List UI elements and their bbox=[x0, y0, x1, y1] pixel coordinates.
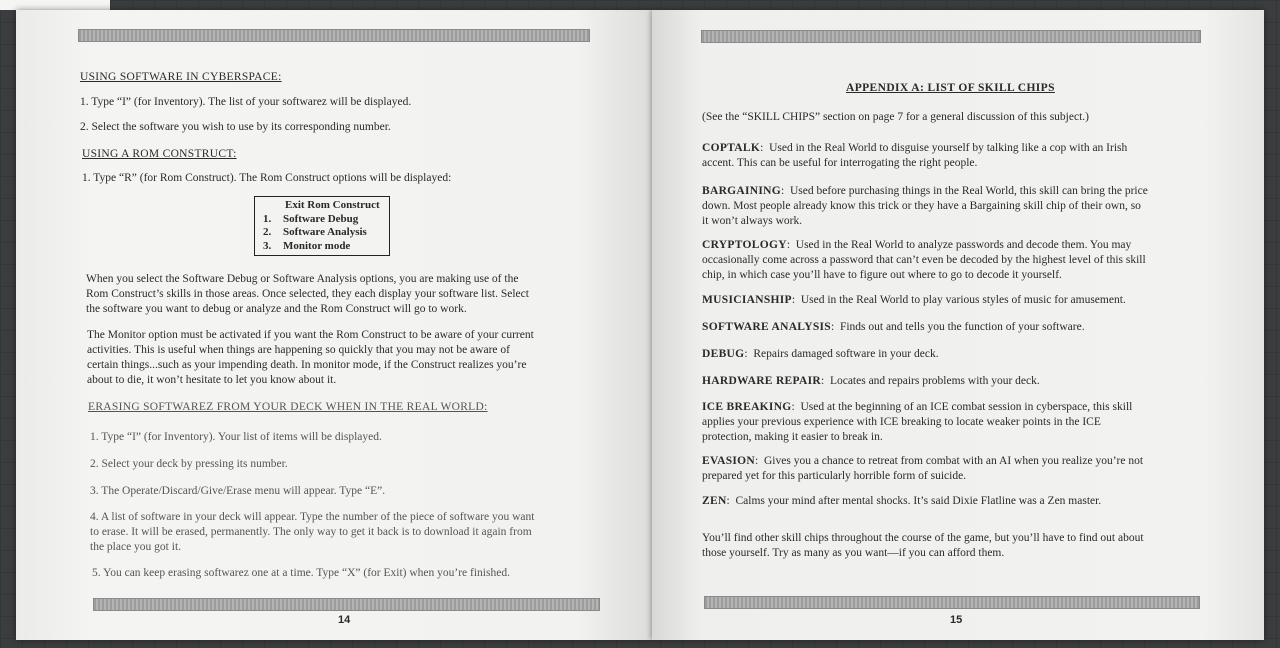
menu-item-number: 1. bbox=[263, 212, 272, 225]
skill-description-line: Finds out and tells you the function of your software. bbox=[839, 321, 1085, 333]
monitor-paragraph-line: The Monitor option must be activated if you want the Rom Construct to be aware of your current bbox=[87, 329, 534, 341]
menu-item bbox=[255, 213, 389, 227]
skill-description-line: Used in the Real World to analyze passwords and decode them. You may bbox=[795, 239, 1132, 251]
debug-paragraph-line: the software you want to debug or analyze and the Rom Construct will go to work. bbox=[86, 303, 467, 315]
skill-entry-coptalk: COPTALK: Used in the Real World to disguise yourself by talking like a cop with an Irish bbox=[702, 142, 1128, 154]
menu-item-label: Software Debug bbox=[283, 212, 359, 225]
skill-description-line: prepared yet for this particularly horrible form of suicide. bbox=[702, 470, 967, 482]
right-page bbox=[652, 10, 1264, 640]
menu-item-label: Software Analysis bbox=[283, 226, 367, 238]
erase-step-3: 3. The Operate/Discard/Give/Erase menu will appear. Type “E”. bbox=[90, 485, 386, 497]
skill-entry-ice-breaking: ICE BREAKING: Used at the beginning of an ICE combat session in cyberspace, this skill bbox=[702, 401, 1133, 413]
monitor-paragraph-line: activities. This is useful when things are happening so quickly that you may not be aware of bbox=[87, 344, 510, 356]
skill-description-line: Used at the beginning of an ICE combat session in cyberspace, this skill bbox=[800, 401, 1133, 413]
background-paper-corner bbox=[0, 0, 110, 10]
software-step-2: 2. Select the software you wish to use by its corresponding number. bbox=[80, 121, 391, 133]
appendix-title: APPENDIX A: LIST OF SKILL CHIPS bbox=[846, 82, 1055, 94]
skill-description-line: Locates and repairs problems with your deck. bbox=[829, 375, 1040, 387]
rom-construct-menu bbox=[254, 196, 390, 256]
skill-description-line: Repairs damaged software in your deck. bbox=[753, 348, 939, 360]
skill-description-line: occasionally come across a password that can’t even be decoded by the highest level of this skill bbox=[702, 254, 1146, 266]
debug-paragraph-line: When you select the Software Debug or Software Analysis options, you are making use of the bbox=[86, 273, 519, 285]
heading-rom-construct: USING A ROM CONSTRUCT: bbox=[82, 148, 237, 160]
skill-name: EVASION bbox=[702, 455, 756, 467]
menu-item-number: 3. bbox=[263, 239, 272, 252]
skill-description-line: Used before purchasing things in the Real World, this skill can bring the price bbox=[790, 185, 1148, 197]
skill-name: ICE BREAKING bbox=[702, 401, 792, 413]
erase-step-4-line: to erase. It will be erased, permanently. The only way to get it back is to download it again from bbox=[90, 526, 532, 538]
skill-entry-zen: ZEN: Calms your mind after mental shocks. It’s said Dixie Flatline was a Zen master. bbox=[702, 495, 1102, 507]
skill-description-line: it won’t always work. bbox=[702, 215, 803, 227]
skill-name: ZEN bbox=[702, 495, 727, 507]
skill-description-line: applies your previous experience with ICE breaking to locate weaker points in the ICE bbox=[702, 416, 1101, 428]
erase-step-1: 1. Type “I” (for Inventory). Your list of items will be displayed. bbox=[90, 431, 382, 443]
top-decorative-bar bbox=[78, 29, 590, 42]
top-decorative-bar bbox=[701, 30, 1201, 43]
menu-title: Exit Rom Construct bbox=[285, 199, 380, 211]
skill-name: DEBUG bbox=[702, 348, 745, 360]
erase-step-2: 2. Select your deck by pressing its number. bbox=[90, 458, 288, 470]
bottom-decorative-bar bbox=[704, 596, 1200, 609]
skill-entry-evasion: EVASION: Gives you a chance to retreat from combat with an AI when you realize you’re not bbox=[702, 455, 1144, 467]
monitor-paragraph-line: about to die, it won’t hesitate to let you know about it. bbox=[87, 374, 337, 386]
skill-description-line: Gives you a chance to retreat from combat with an AI when you realize you’re not bbox=[763, 455, 1144, 467]
skill-entry-bargaining: BARGAINING: Used before purchasing things in the Real World, this skill can bring the price bbox=[702, 185, 1148, 197]
skill-entry-cryptology: CRYPTOLOGY: Used in the Real World to analyze passwords and decode them. You may bbox=[702, 239, 1132, 251]
skill-description-line: Used in the Real World to disguise yourself by talking like a cop with an Irish bbox=[769, 142, 1128, 154]
menu-item bbox=[255, 226, 389, 240]
closing-paragraph-line: those yourself. Try as many as you want—if you can afford them. bbox=[702, 547, 1005, 559]
appendix-intro: (See the “SKILL CHIPS” section on page 7 for a general discussion of this subject.) bbox=[702, 111, 1089, 123]
skill-description-line: down. Most people already know this trick or they have a Bargaining skill chip of their own, so bbox=[702, 200, 1141, 212]
menu-item-label: Monitor mode bbox=[283, 239, 351, 252]
skill-name: COPTALK bbox=[702, 142, 761, 154]
skill-entry-debug: DEBUG: Repairs damaged software in your deck. bbox=[702, 348, 939, 360]
skill-name: SOFTWARE ANALYSIS bbox=[702, 321, 831, 333]
rom-step-1: 1. Type “R” (for Rom Construct). The Rom Construct options will be displayed: bbox=[82, 172, 452, 184]
erase-step-4-line: the place you got it. bbox=[90, 541, 182, 553]
left-page bbox=[16, 10, 652, 640]
skill-name: BARGAINING bbox=[702, 185, 782, 197]
heading-erasing-softwarez: ERASING SOFTWAREZ FROM YOUR DECK WHEN IN THE REAL WORLD: bbox=[88, 401, 488, 413]
skill-description-line: chip, in which case you’ll have to figure out where to go to decode it yourself. bbox=[702, 269, 1062, 281]
page-number: 14 bbox=[338, 614, 351, 626]
skill-name: MUSICIANSHIP bbox=[702, 294, 792, 306]
monitor-paragraph-line: certain things...such as your impending death. In monitor mode, if the Construct realizes you’re bbox=[87, 359, 527, 371]
erase-step-5: 5. You can keep erasing softwarez one at a time. Type “X” (for Exit) when you’re finished. bbox=[92, 567, 510, 579]
skill-description-line: protection, making it easier to break in. bbox=[702, 431, 883, 443]
menu-item bbox=[255, 240, 389, 254]
bottom-decorative-bar bbox=[93, 598, 600, 611]
page-number: 15 bbox=[950, 614, 963, 626]
skill-description-line: Calms your mind after mental shocks. It’s said Dixie Flatline was a Zen master. bbox=[735, 495, 1102, 507]
closing-paragraph-line: You’ll find other skill chips throughout the course of the game, but you’ll have to find out about bbox=[702, 532, 1144, 544]
skill-name: CRYPTOLOGY bbox=[702, 239, 787, 251]
skill-name: HARDWARE REPAIR bbox=[702, 375, 821, 387]
skill-entry-musicianship: MUSICIANSHIP: Used in the Real World to play various styles of music for amusement. bbox=[702, 294, 1126, 306]
software-step-1: 1. Type “I” (for Inventory). The list of your softwarez will be displayed. bbox=[80, 96, 412, 108]
erase-step-4-line: 4. A list of software in your deck will appear. Type the number of the piece of software you want bbox=[90, 511, 535, 523]
skill-description-line: Used in the Real World to play various styles of music for amusement. bbox=[800, 294, 1126, 306]
skill-entry-software-analysis: SOFTWARE ANALYSIS: Finds out and tells you the function of your software. bbox=[702, 321, 1085, 333]
skill-entry-hardware-repair: HARDWARE REPAIR: Locates and repairs problems with your deck. bbox=[702, 375, 1040, 387]
heading-software-cyberspace: USING SOFTWARE IN CYBERSPACE: bbox=[80, 71, 282, 83]
debug-paragraph-line: Rom Construct’s skills in those areas. Once selected, they each display your software list. Select bbox=[86, 288, 529, 300]
skill-description-line: accent. This can be useful for interrogating the right people. bbox=[702, 157, 978, 169]
menu-item-number: 2. bbox=[263, 226, 272, 238]
